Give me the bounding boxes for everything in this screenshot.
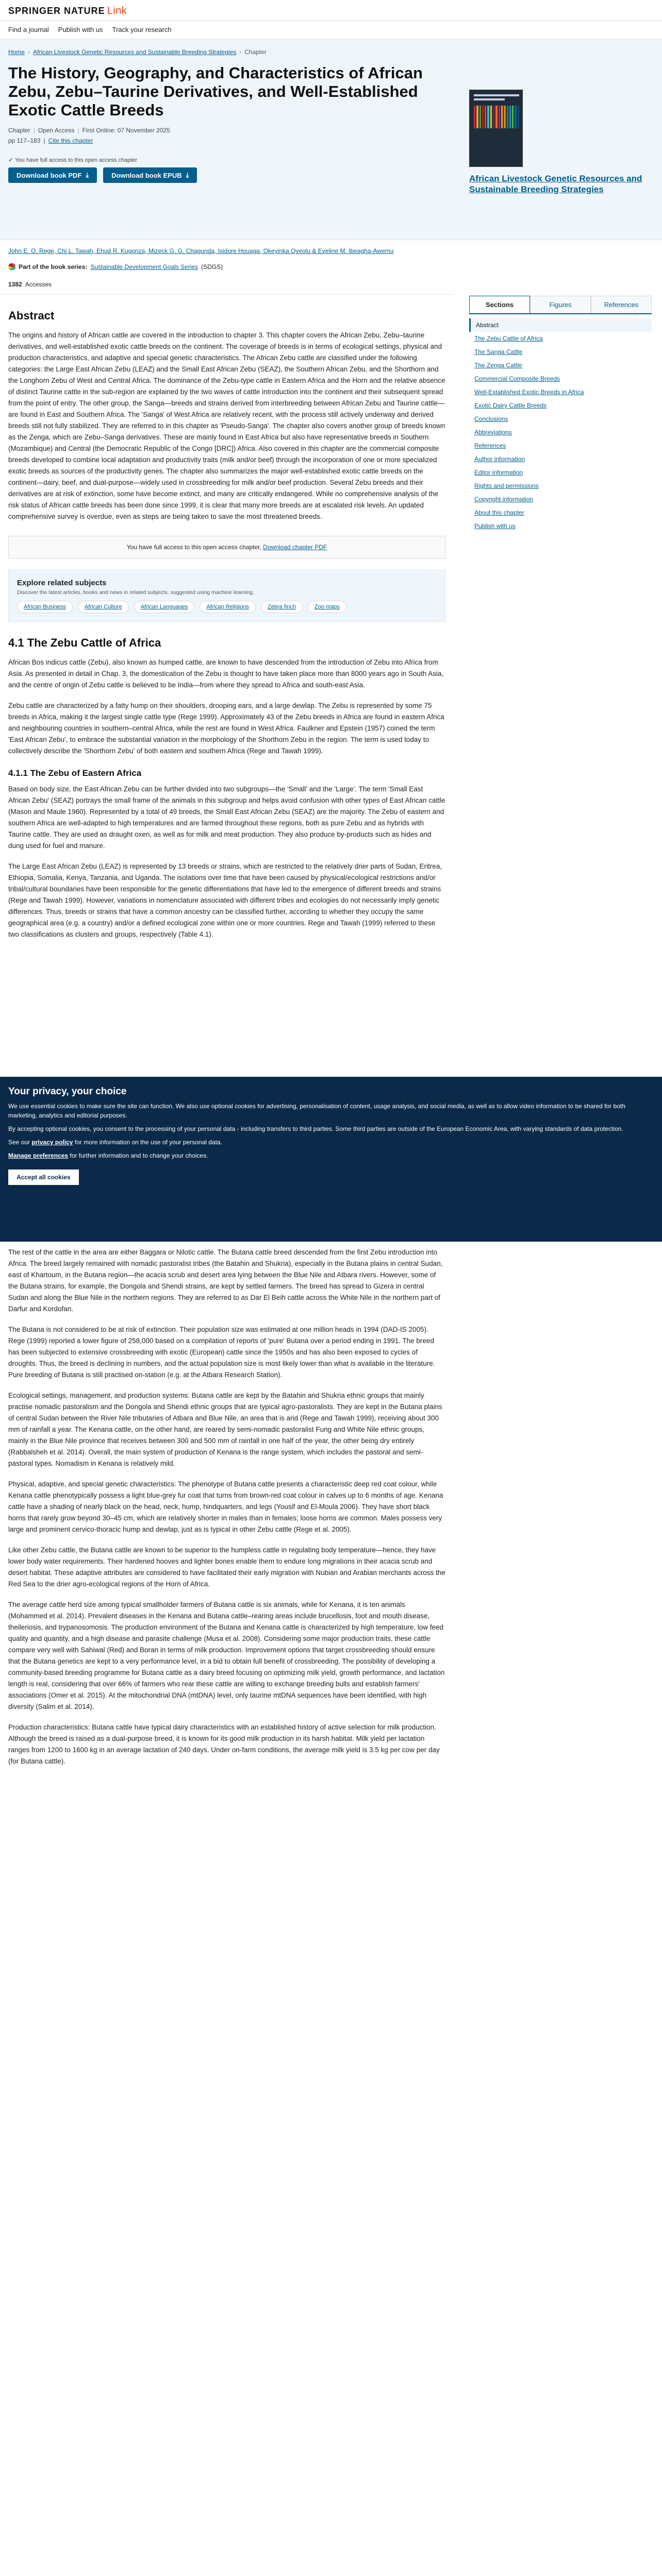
nav-publish[interactable]: Publish with us: [58, 26, 103, 33]
toc-about-chapter[interactable]: About this chapter: [474, 509, 524, 516]
toc-rights[interactable]: Rights and permissions: [474, 482, 539, 489]
toc-exotic-dairy[interactable]: Exotic Dairy Cattle Breeds: [474, 402, 547, 409]
main-content: [0, 309, 454, 940]
toc-exotic-breeds[interactable]: Well-Established Exotic Breeds in Africa: [474, 388, 584, 396]
access-number: 1382: [8, 281, 22, 288]
breadcrumb-home[interactable]: Home: [8, 48, 25, 56]
related-subjects: [8, 570, 445, 622]
section-heading: 4.1 The Zebu Cattle of Africa: [8, 636, 161, 649]
subject-chips: [17, 601, 437, 613]
section-paragraph: Production characteristics: Butana cattle have typical dairy characteristics with an established history of active selection for milk production. Although the breed is raised as a dual-purpose breed, it is known for its good milk production in its harsh habitat. Milk yield per lactation ranges from 1200 to 1600 kg in an average lactation of 240 days. Under on-farm conditions, the average milk yield is 3.5 kg per cow per day (for Butana cattle).: [8, 1723, 440, 1765]
related-heading: Explore related subjects: [17, 579, 107, 587]
cookie-text: Manage preferences for further information and to change your choices.: [8, 1152, 208, 1159]
section-paragraph: The rest of the cattle in the area are either Baggara or Nilotic cattle. The Butana cattle breed descended from the first Zebu introduction into Africa. The breed largely remained with nomadic pastoralist tribes (the Batahin and Shukria), especially in the Butana plains in central Sudan, east of Khartoum, in the Butana region—the acacia scrub and desert area lying between the Blue Nile and Atbara rivers. However, some of the Butana strains, for example, the Dongola and Shendi strains, are kept by settled farmers. The breed has spread to Gizera in central Sudan and along the Blue Nile in the northern regions. They are referred to as Dar El Beih cattle across the White Nile in the northern part of Darfur and Kordofan.: [8, 1248, 443, 1313]
lower-content: [0, 1247, 454, 1776]
section-paragraph: The average cattle herd size among typical smallholder farmers of Butana cattle is six animals, while for Kenana, it is ten animals (Mohammed et al. 2014). Prevalent diseases in the Kenana and Butana cattle–rearing areas include brucellosis, foot and mouth disease, theileriosis, and trypanosomosis. The production environment of the Butana and Kenana cattle is characterized by high temperature, low feed quality and quantity, and a high disease and parasite challenge (Musa et al. 2008). Considering some major production traits, these cattle compare very well with Sahiwal (Red) and Boran in terms of milk production. Improvement options that target crossbreeding should ensure that the Butana genetics are kept to a very performance level, in a bid to obtain full benefit of crossbreeding. The possibility of developing a community-based breeding programme for Butana cattle as a dairy breed focusing on optimizing milk yield, growth performance, and lactation length is real, considering that over 66% of farmers who rear these cattle are willing to exchange breeding bulls and establish farmers' associations (Omer et al. 2015). At the mitochondrial DNA (mtDNA) level, only taurine mtDNA sequences have been identified, with high diversity (Salim et al. 2014).: [8, 1601, 445, 1710]
section-paragraph: The Large East African Zebu (LEAZ) is represented by 13 breeds or strains, which are restricted to the relatively drier parts of Sudan, Eritrea, Ethiopia, Somalia, Kenya, Tanzania, and Uganda. The isolations over time that have been caused by physical/ecological restrictions and/or tribal/cultural boundaries have been responsible for the genetic differentiations that have led to the emergence of different breeds and strains (Rege and Tawah 1999). However, variations in nomenclature associated with different tribes and ecologies do not necessarily imply genetic differences. Thus, breeds or strains that have a common ancestry can be classified further, according to whether they occupy the same geographical area (e.g. a country) and/or a defined ecological zone within one or more countries. Rege and Tawah (1999) referred to these two classifications as clusters and groups, respectively (Table 4.1).: [8, 862, 442, 938]
book-series: Part of the book series: Sustainable Development Goals Series (SDGS): [0, 260, 662, 274]
manage-preferences-link[interactable]: Manage preferences: [8, 1152, 69, 1159]
main-nav: [0, 21, 662, 39]
subject-chip[interactable]: African Languages: [134, 601, 195, 613]
toc-abbreviations[interactable]: Abbreviations: [474, 429, 512, 436]
abstract-text: The origins and history of African cattle are covered in the introduction to chapter 3. This chapter covers the African Zebu, Zebu–taurine derivatives, and well-established exotic cattle breeds on the continent. The coverage of breeds is in terms of ecological settings, physical and production characteristics, and adaptive and special genetic characteristics. The African Zebu cattle are classified under the following categories: the Large East African Zebu (LEAZ) and the Small East African Zebu (SEAZ), the Southern African Zebu, and the Shorthorn and the Longhorn Zebu of West and Central Africa. The dominance of the Zebu-type cattle in Eastern Africa and the Horn and the relative absence of distinct Taurine cattle in the sub-region are explained by the two waves of cattle introduction into the continent and their subsequent spread from the point of entry. The other group, the Sanga—breeds and strains derived from interbreeding between African Zebu and Taurine cattle—are found in East and Southern Africa. The 'Sanga' of West Africa are relatively recent, with the process still actively underway and derived breeds still not fully stabilized. They are referred to in this chapter as 'Pseudo-Sanga'. The chapter also covers another group of breeds known as the Zenga, which are Zebu–Sanga derivatives. These are mainly found in East Africa but also have representative breeds in Southern (Mozambique) and Central (the Democratic Republic of the Congo [DRC]) Africa. Also covered in this chapter are the commercial composite breeds developed to combine local adaptation and productivity traits (milk and/or beef) through the incorporation of one or more specialized exotic breeds as sources of the productivity genes. The chapter also summarizes the major well-established exotic cattle breeds on the continent—dairy, beef, and dual-purpose—widely used in crossbreeding for milk and/or beef production. Several Zebu breeds and their derivatives are at risk of extinction, some have become extinct, and many are critically endangered. While no comprehensive analysis of the risk status of African cattle breeds has been done since 1999, it is clear that many more breeds are at escalated risk levels. An updated comprehensive survey is overdue, even as steps are being taken to save the most threatened breeds.: [8, 331, 445, 520]
author-list: [0, 240, 454, 260]
full-access-box: You have full access to this open access chapter, Download chapter PDF: [8, 536, 445, 558]
site-logo[interactable]: SPRINGER NATURE Link: [8, 5, 127, 16]
top-bar: [0, 0, 662, 21]
book-cover-image[interactable]: [469, 90, 523, 167]
cookie-heading: Your privacy, your choice: [8, 1086, 127, 1097]
section-paragraph: Physical, adaptive, and special genetic characteristics: The phenotype of Butana cattle presents a characteristic deep red coat colour, while Kenana cattle phenotypically possess a light blue-grey fur coat that turns from brown-red coat colour in calves up to 6 months of age. Kenana cattle have a shading of nearly black on the head, neck, hump, hindquarters, and legs (Yousif and El-Moula 2006). They have short black horns that rarely grow beyond 30–45 cm, which are relatively shorter in males than in females; loose horns are common. Males possess very large and prominent cervico-thoracic hump and dewlap, just as is typical in other Zebu cattle (Rege et al. 2005).: [8, 1480, 443, 1533]
subject-chip[interactable]: African Culture: [78, 601, 129, 613]
cite-chapter-link[interactable]: Cite this chapter: [48, 137, 93, 144]
meta-type: Chapter: [8, 127, 30, 134]
tab-sections[interactable]: Sections: [469, 296, 530, 313]
access-count: 1382 Accesses: [0, 274, 454, 295]
toc-sanga-cattle[interactable]: The Sanga Cattle: [474, 348, 523, 355]
section-paragraph: African Bos indicus cattle (Zebu), also known as humped cattle, are known to have descended from the introduction of Zebu into Africa from Asia. As presented in detail in Chap. 3, the domestication of the Zebu is thought to have taken place more than 8000 years ago in South Asia, and the centre of origin of Zebu cattle is believed to be India—from where they spread to Africa and south-east Asia.: [8, 658, 444, 689]
toc-editor-info[interactable]: Editor information: [474, 469, 523, 476]
subject-chip[interactable]: African Religions: [200, 601, 256, 613]
accept-cookies-button[interactable]: Accept all cookies: [8, 1170, 79, 1185]
download-chapter-pdf-link[interactable]: Download chapter PDF: [263, 544, 327, 551]
cookie-text: By accepting optional cookies, you consent to the processing of your personal data - including transfers to third parties. Some third parties are outside of the European Economic Area, with varying standards of data protection.: [8, 1125, 623, 1132]
section-paragraph: Like other Zebu cattle, the Butana cattle are known to be superior to the humpless cattle in regulating body temperature—hence, they have lower body water requirements. Their hardened hooves and lighter bones enable them to endure long migrations in their acacia scrub and desert habitat. These adaptive attributes are considered to have facilitated their early migration with Nubian and Arabian merchants across the Red Sea to the drier agro-ecological regions of the Horn of Africa.: [8, 1546, 445, 1588]
section-paragraph: Zebu cattle are characterized by a fatty hump on their shoulders, drooping ears, and a large dewlap. The Zebu is represented by some 75 breeds in Africa, making it the largest single cattle type (Rege 1999). Approximately 43 of the Zebu breeds in Africa are found in eastern Africa and neighbouring countries in southern–central Africa, while the rest are found in West Africa. Faulkner and Epstein (1957) coined the term 'East African Zebu', to embrace the substantial variation in the morphology of the Shorthorn Zebu in the region. The term is used today to collectively describe the 'Shorthorn Zebu' of both eastern and southern Africa (Rege and Tawah 1999).: [8, 702, 444, 755]
series-link[interactable]: Sustainable Development Goals Series: [90, 263, 198, 270]
privacy-policy-link[interactable]: privacy policy: [31, 1139, 73, 1146]
download-icon: ⤓: [186, 171, 189, 179]
download-book-pdf-button[interactable]: Download book PDF ⤓: [8, 167, 97, 183]
toc-composite-breeds[interactable]: Commercial Composite Breeds: [474, 375, 560, 382]
authors-links[interactable]: John E. O. Rege, Chi L. Tawah, Ehud R. Kugonza, Mizeck G. G. Chagunda, Isidore Houaga, Okeyinka Oyeolu & Eveline M. Ibeagha-Awemu: [8, 247, 394, 255]
sdg-wheel-icon: [8, 263, 15, 270]
subject-chip[interactable]: Zebra finch: [261, 601, 303, 613]
table-of-contents: [469, 314, 652, 533]
toc-zenga-cattle[interactable]: The Zenga Cattle: [474, 362, 522, 369]
chapter-meta: Chapter | Open Access | First Online: 07 November 2025: [8, 127, 170, 134]
download-icon: ⤓: [86, 171, 89, 179]
chapter-hero: [0, 39, 662, 240]
breadcrumb: [8, 48, 654, 56]
section-paragraph: Based on body size, the East African Zebu can be further divided into two subgroups—the 'Small' and the 'Large'. The term 'Small East African Zebu' (SEAZ) portrays the small frame of the animals in this subgroup and helps avoid confusion with other types of East African cattle (Mason and Maule 1960). Represented by a total of 49 breeds, the Small East African Zebu (SEAZ) are the majority. The Zebu of eastern and southern Africa are well-adapted to high temperatures and are farmed throughout these regions, both as pure Zebu and as hybrids with Taurine cattle. They are used as draught oxen, as well as for milk and meat production. They also produce by-products such as hides and dung used for fuel and manure.: [8, 785, 445, 850]
open-access-note: ✓ You have full access to this open access chapter: [8, 157, 138, 163]
check-icon: ✓: [8, 157, 13, 163]
page-range: pp 117–183: [8, 137, 41, 144]
chevron-right-icon: ›: [28, 48, 30, 56]
meta-open-access: Open Access: [38, 127, 75, 134]
subject-chip[interactable]: Zoo maps: [308, 601, 346, 613]
toc-copyright[interactable]: Copyright information: [474, 496, 534, 503]
nav-find-journal[interactable]: Find a journal: [8, 26, 49, 33]
chevron-right-icon: ›: [239, 48, 242, 56]
cookie-text: See our privacy policy for more information on the use of your personal data.: [8, 1139, 222, 1146]
book-title-link[interactable]: African Livestock Genetic Resources and Sustainable Breeding Strategies: [469, 174, 642, 194]
related-subheading: Discover the latest articles, books and news in related subjects, suggested using machine learning.: [17, 589, 254, 596]
section-paragraph: Ecological settings, management, and production systems: Butana cattle are kept by the Batahin and Shukria ethnic groups that mainly practise nomadic pastoralism and the Dongola and Shendi ethnic groups that are typical agro-pastoralists. They are kept in the Butana plains of central Sudan between the River Nile tributaries of Atbara and Blue Nile, an area that is arid (Rege and Tawah 1999), receiving about 300 mm of rainfall a year. The Kenana cattle, on the other hand, are reared by semi-nomadic pastoralist Fung and White Nile ethnic groups, mainly in the Blue Nile province that receives between 300 and 500 mm of rainfall in one half of the year, the other being dry entirely (Rabbalsheh et al. 2014). Overall, the main system of production of Kenana is the range system, which includes the pastoral and semi-pastoral types. Nomadism in Kenana is relatively mild.: [8, 1392, 442, 1467]
abstract-heading: Abstract: [8, 309, 55, 322]
toc-conclusions[interactable]: Conclusions: [474, 415, 508, 422]
cookie-banner: [0, 1077, 662, 1242]
toc-publish-with-us[interactable]: Publish with us: [474, 522, 516, 530]
meta-first-online: First Online: 07 November 2025: [82, 127, 170, 134]
toc-abstract[interactable]: Abstract: [469, 318, 652, 332]
sidebar: [469, 296, 652, 533]
chapter-pages: pp 117–183 | Cite this chapter: [8, 137, 93, 144]
subject-chip[interactable]: African Business: [17, 601, 73, 613]
page-title: The History, Geography, and Characteristics of African Zebu, Zebu–Taurine Derivatives, and Well-Established Exotic Cattle Breeds: [8, 64, 423, 119]
toc-author-info[interactable]: Author information: [474, 455, 525, 463]
download-book-epub-button[interactable]: Download book EPUB ⤓: [103, 167, 197, 183]
subsection-heading: 4.1.1 The Zebu of Eastern Africa: [8, 768, 142, 778]
tab-figures[interactable]: Figures: [530, 296, 591, 313]
cookie-text: We use essential cookies to make sure the site can function. We also use optional cookies for advertising, personalisation of content, usage analysis, and social media, as well as to allow video information to be shared for both marketing, analytics and editorial purposes.: [8, 1103, 625, 1119]
breadcrumb-book[interactable]: African Livestock Genetic Resources and Sustainable Breeding Strategies: [33, 48, 237, 56]
nav-track-research[interactable]: Track your research: [112, 26, 172, 33]
breadcrumb-current: Chapter: [244, 48, 267, 56]
sidebar-tabs: [469, 296, 652, 314]
section-paragraph: The Butana is not considered to be at risk of extinction. Their population size was estimated at one million heads in 1994 (DAD-IS 2005). Rege (1999) reported a lower figure of 258,000 based on a compilation of reports of 'pure' Butana over a period ending in 1991. The breed has been subjected to extensive crossbreeding with exotic (European) cattle since the 1950s and has also been exposed to cycles of droughts. Thus, the breed is declining in numbers, and the actual population size is most likely lower than what is available in the literature. Pure breeding of Butana is still practised on-station (e.g. at the Atbara Research Station).: [8, 1326, 435, 1379]
tab-references[interactable]: References: [591, 296, 652, 313]
toc-references[interactable]: References: [474, 442, 506, 449]
toc-zebu-cattle[interactable]: The Zebu Cattle of Africa: [474, 335, 543, 342]
